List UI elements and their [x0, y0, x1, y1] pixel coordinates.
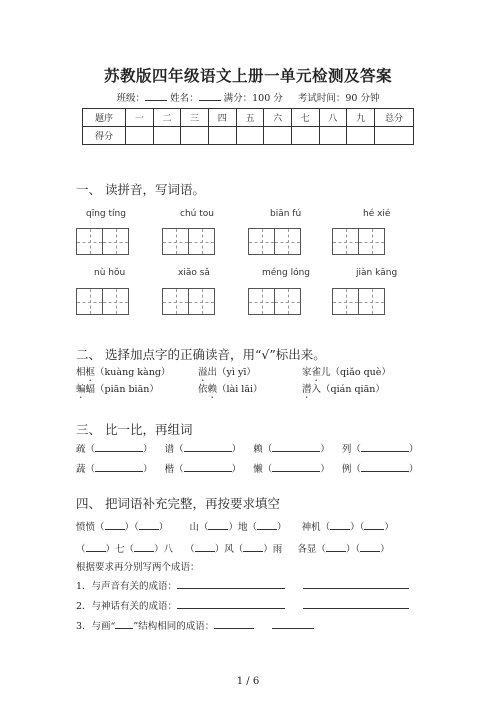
- reading-item[interactable]: 蝙蝠（piān biān）: [76, 384, 159, 395]
- reading-item[interactable]: 相框（kuàng kàng）: [76, 367, 171, 378]
- idiom-question-2: 2．与神话有关的成语：: [76, 598, 409, 612]
- answer-blank[interactable]: [105, 520, 125, 530]
- header-cell: 八: [319, 109, 347, 127]
- idiom-row-1: 愤愤（ ）（ ） 山（ ）地（ ） 神机（ ）（ ）: [76, 522, 394, 533]
- score-cell[interactable]: [126, 127, 154, 145]
- page-number: 1 / 6: [236, 676, 260, 687]
- pinyin-8: jiàn kāng: [356, 268, 398, 278]
- name-label: 姓名：: [170, 93, 199, 104]
- item-word: 潜入: [302, 384, 322, 395]
- writing-grid[interactable]: [76, 288, 128, 315]
- answer-blank[interactable]: [184, 442, 232, 452]
- answer-blank[interactable]: [243, 542, 263, 552]
- answer-blank[interactable]: [330, 520, 350, 530]
- answer-blank[interactable]: [364, 520, 384, 530]
- score-table-header: [83, 109, 414, 127]
- answer-blank[interactable]: [115, 619, 133, 629]
- score-cell[interactable]: [236, 127, 264, 145]
- answer-blank[interactable]: [139, 520, 159, 530]
- answer-blank[interactable]: [95, 462, 143, 472]
- pinyin-6: xiāo sǎ: [178, 268, 210, 278]
- emphasis-char: 框: [85, 367, 96, 378]
- score-table: [82, 108, 414, 145]
- answer-blank[interactable]: [326, 542, 346, 552]
- section1-heading: 一、 读拼音，写词语。: [76, 182, 205, 197]
- answer-blank[interactable]: [361, 442, 409, 452]
- answer-blank[interactable]: [272, 619, 314, 629]
- score-cell[interactable]: [264, 127, 292, 145]
- item-word: 相框: [76, 367, 96, 378]
- header-cell: 一: [126, 109, 154, 127]
- score-cell[interactable]: [208, 127, 236, 145]
- answer-blank[interactable]: [86, 542, 106, 552]
- header-cell: 四: [208, 109, 236, 127]
- writing-grid[interactable]: [76, 228, 128, 255]
- pinyin-2: chú tou: [180, 209, 214, 219]
- score-cell[interactable]: [181, 127, 209, 145]
- item-word: 蝙蝠: [76, 384, 96, 395]
- idiom-question-3: 3．与画“ ”结构相同的成语：: [76, 618, 314, 632]
- writing-grid[interactable]: [248, 288, 300, 315]
- item-word: 家雀儿: [302, 367, 331, 378]
- emphasis-char: 潜: [302, 384, 312, 395]
- section3-heading: 三、 比一比，再组词: [76, 422, 193, 437]
- emphasis-char: 雀: [311, 367, 322, 378]
- score-cell[interactable]: [375, 127, 414, 145]
- answer-blank[interactable]: [361, 462, 409, 472]
- name-blank: [199, 91, 221, 101]
- score-cell[interactable]: [153, 127, 181, 145]
- idiom-question-1: 1．与声音有关的成语：: [76, 578, 409, 592]
- writing-grid[interactable]: [162, 288, 214, 315]
- class-blank: [145, 91, 167, 101]
- reading-item[interactable]: 潜入（qián qiān）: [302, 384, 385, 395]
- answer-blank[interactable]: [303, 579, 409, 589]
- header-cell: 六: [264, 109, 292, 127]
- header-cell: 二: [153, 109, 181, 127]
- score-table-row: [83, 127, 414, 145]
- answer-blank[interactable]: [360, 542, 380, 552]
- reading-item[interactable]: 家雀儿（qiǎo què）: [302, 367, 391, 378]
- item-word: 依赖: [198, 384, 218, 395]
- header-cell: 三: [181, 109, 209, 127]
- item-word: 溢出: [198, 367, 218, 378]
- header-cell: 五: [236, 109, 264, 127]
- page-title: 苏教版四年级语文上册一单元检测及答案: [103, 66, 392, 85]
- writing-grid[interactable]: [248, 228, 300, 255]
- header-cell: 题序: [83, 109, 126, 127]
- score-cell[interactable]: [319, 127, 347, 145]
- answer-blank[interactable]: [208, 520, 228, 530]
- pinyin-5: nù hǒu: [94, 268, 126, 278]
- answer-blank[interactable]: [177, 579, 285, 589]
- answer-blank[interactable]: [214, 619, 254, 629]
- header-cell: 九: [347, 109, 375, 127]
- reading-item[interactable]: 依赖（lài lāi）: [198, 384, 263, 395]
- answer-blank[interactable]: [257, 520, 277, 530]
- emphasis-char: 赖: [207, 384, 218, 395]
- answer-blank[interactable]: [95, 442, 143, 452]
- reading-item[interactable]: 溢出（yì yī）: [198, 367, 256, 378]
- pinyin-7: méng lóng: [262, 268, 311, 278]
- class-label: 班级：: [116, 93, 146, 104]
- pinyin-4: hé xié: [363, 209, 391, 219]
- answer-blank[interactable]: [184, 462, 232, 472]
- answer-blank[interactable]: [272, 462, 320, 472]
- header-cell: 七: [291, 109, 319, 127]
- full-score: 满分：100 分: [223, 93, 283, 104]
- answer-blank[interactable]: [195, 542, 215, 552]
- answer-blank[interactable]: [272, 442, 320, 452]
- pinyin-1: qīng tíng: [86, 209, 126, 219]
- exam-time: 考试时间：90 分钟: [297, 93, 380, 104]
- compare-row-2: 蔬（ ） 楷（ ） 懒（ ） 例（ ）: [76, 464, 419, 475]
- section4-heading: 四、 把词语补充完整，再按要求填空: [76, 496, 280, 511]
- pinyin-3: biān fú: [270, 209, 302, 219]
- score-cell[interactable]: [347, 127, 375, 145]
- compare-row-1: 疏（ ） 谱（ ） 赖（ ） 列（ ）: [76, 444, 419, 455]
- emphasis-char: 溢: [198, 367, 208, 378]
- row-label: 得分: [83, 127, 126, 145]
- idiom-row-2: （ ）七（ ）八 （ ）风（ ）雨 各显（ ）（ ）: [76, 544, 390, 555]
- answer-blank[interactable]: [303, 599, 409, 609]
- score-cell[interactable]: [291, 127, 319, 145]
- answer-blank[interactable]: [134, 542, 154, 552]
- emphasis-char: 蝙: [76, 384, 86, 395]
- writing-grid[interactable]: [332, 228, 384, 255]
- idiom-prompt: 根据要求再分别写两个成语：: [76, 562, 200, 573]
- answer-blank[interactable]: [177, 599, 285, 609]
- writing-grid[interactable]: [332, 288, 384, 315]
- exam-info: [0, 90, 496, 104]
- section2-heading: 二、 选择加点字的正确读音，用“√”标出来。: [76, 347, 326, 362]
- writing-grid[interactable]: [162, 228, 214, 255]
- header-cell: 总分: [375, 109, 414, 127]
